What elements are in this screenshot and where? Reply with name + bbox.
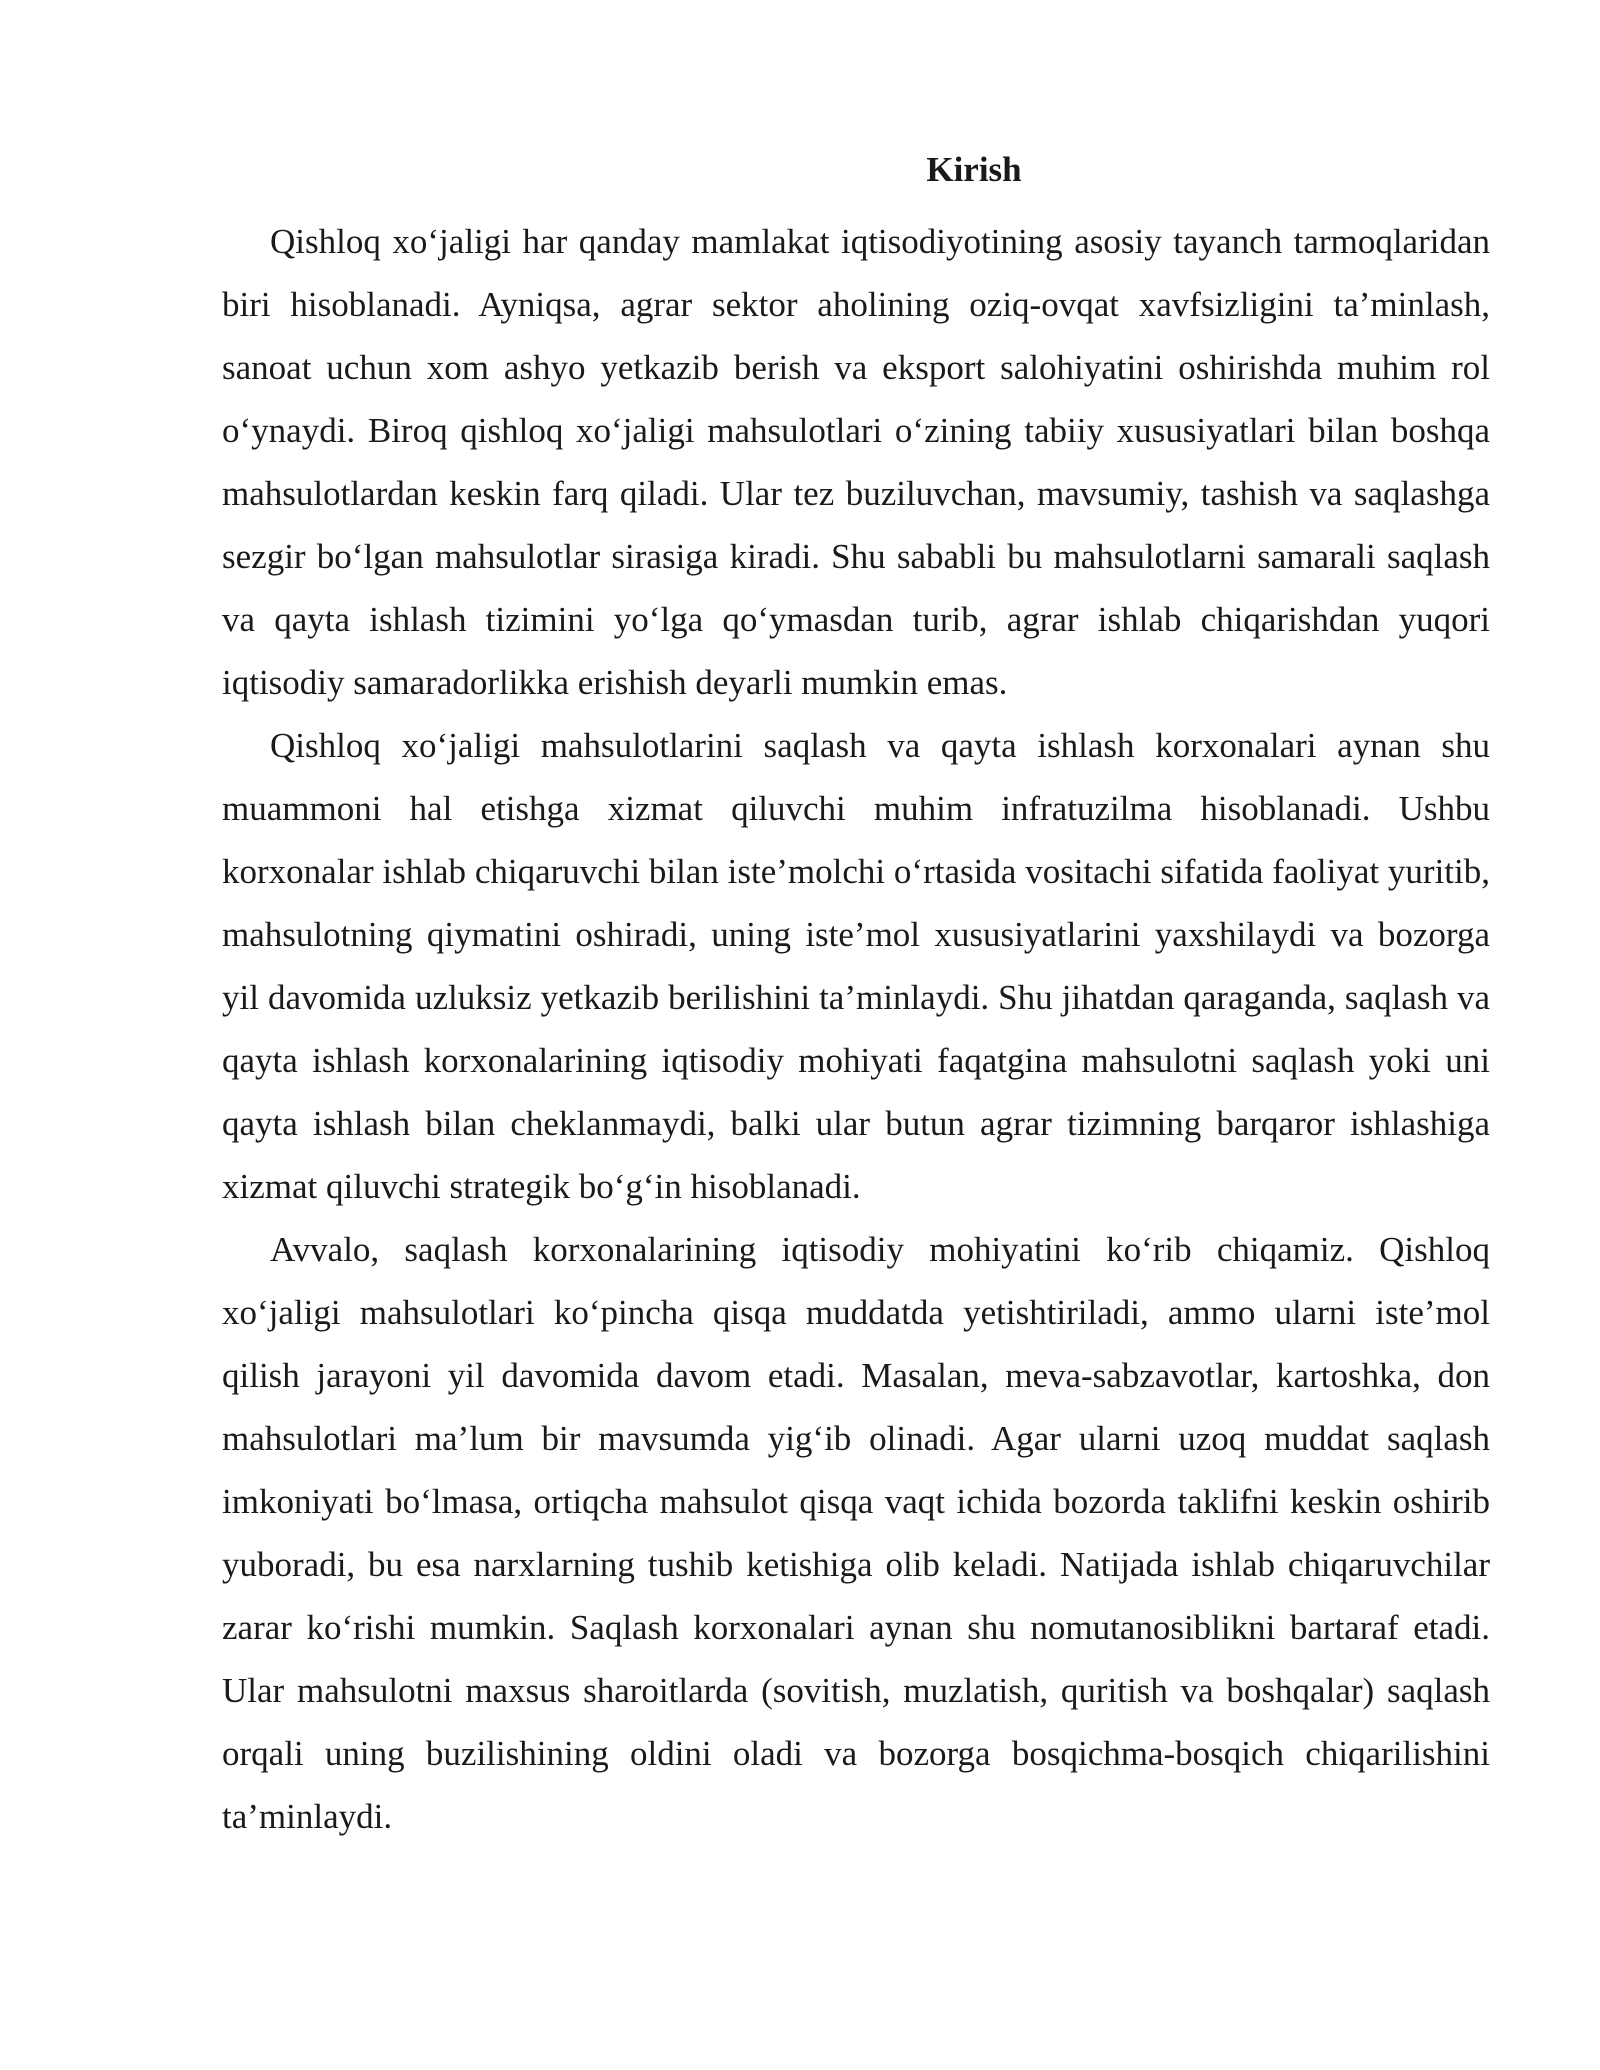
paragraph: Qishloq xo‘jaligi har qanday mamlakat iqtisodiyotining asosiy tayanch tarmoqlaridan biri hisoblanadi. Ayniqsa, agrar sektor aholining oziq-ovqat xavfsizligini ta’minlash, sanoat uchun xom ashyo yetkazib berish va eksport salohiyatini oshirishda muhim rol o‘ynaydi. Biroq qishloq xo‘jaligi mahsulotlari o‘zining tabiiy xususiyatlari bilan boshqa mahsulotlardan keskin farq qiladi. Ular tez buziluvchan, mavsumiy, tashish va saqlashga sezgir bo‘lgan mahsulotlar sirasiga kiradi. Shu sababli bu mahsulotlarni samarali saqlash va qayta ishlash tizimini yo‘lga qo‘ymasdan turib, agrar ishlab chiqarishdan yuqori iqtisodiy samaradorlikka erishish deyarli mumkin emas. bbox=[222, 222, 1490, 702]
page-title: Kirish bbox=[926, 150, 1022, 189]
document-body bbox=[222, 146, 1490, 1848]
paragraph: Qishloq xo‘jaligi mahsulotlarini saqlash va qayta ishlash korxonalari aynan shu muammoni hal etishga xizmat qiluvchi muhim infratuzilma hisoblanadi. Ushbu korxonalar ishlab chiqaruvchi bilan iste’molchi o‘rtasida vositachi sifatida faoliyat yuritib, mahsulotning qiymatini oshiradi, uning iste’mol xususiyatlarini yaxshilaydi va bozorga yil davomida uzluksiz yetkazib berilishini ta’minlaydi. Shu jihatdan qaraganda, saqlash va qayta ishlash korxonalarining iqtisodiy mohiyati faqatgina mahsulotni saqlash yoki uni qayta ishlash bilan cheklanmaydi, balki ular butun agrar tizimning barqaror ishlashiga xizmat qiluvchi strategik bo‘g‘in hisoblanadi. bbox=[222, 726, 1490, 1206]
paragraph: Avvalo, saqlash korxonalarining iqtisodiy mohiyatini ko‘rib chiqamiz. Qishloq xo‘jaligi mahsulotlari ko‘pincha qisqa muddatda yetishtiriladi, ammo ularni iste’mol qilish jarayoni yil davomida davom etadi. Masalan, meva-sabzavotlar, kartoshka, don mahsulotlari ma’lum bir mavsumda yig‘ib olinadi. Agar ularni uzoq muddat saqlash imkoniyati bo‘lmasa, ortiqcha mahsulot qisqa vaqt ichida bozorda taklifni keskin oshirib yuboradi, bu esa narxlarning tushib ketishiga olib keladi. Natijada ishlab chiqaruvchilar zarar ko‘rishi mumkin. Saqlash korxonalari aynan shu nomutanosiblikni bartaraf etadi. Ular mahsulotni maxsus sharoitlarda (sovitish, muzlatish, quritish va boshqalar) saqlash orqali uning buzilishining oldini oladi va bozorga bosqichma-bosqich chiqarilishini ta’minlaydi. bbox=[222, 1230, 1490, 1836]
